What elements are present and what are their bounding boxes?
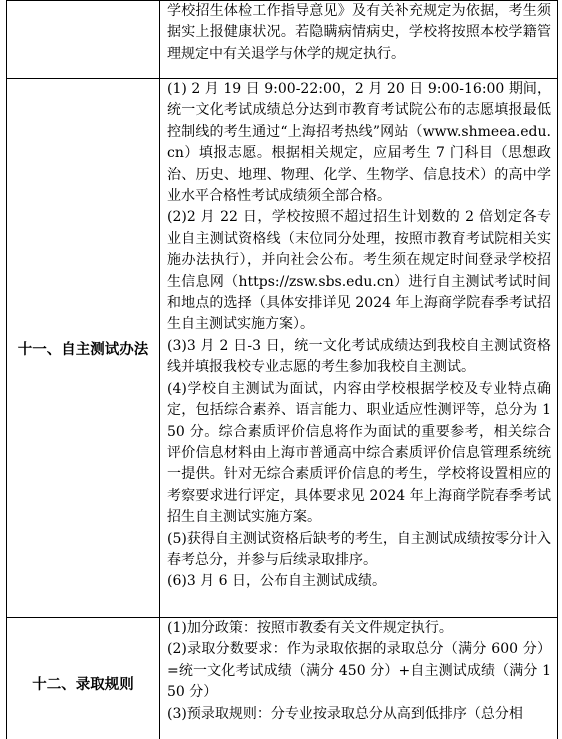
row-content [160,1,558,79]
paragraph: (3)预录取规则：分专业按录取总分从高到低排序（总分相 [167,705,523,722]
paragraph: 学校招生体检工作指导意见》及有关补充规定为依据，考生须据实上报健康状况。若隐瞒病情病史，学校将按照本校学籍管理规定中有关退学与休学的规定执行。 [167,3,551,62]
table-row [7,79,558,618]
paragraph: (3)3 月 2 日-3 日，统一文化考试成绩达到我校自主测试资格线并填报我校专业志愿的考生参加我校自主测试。 [167,337,551,376]
paragraph: (5)获得自主测试资格后缺考的考生，自主测试成绩按零分计入春考总分，并参与后续录取排序。 [167,530,551,568]
row-content [160,618,558,739]
table-row [7,1,558,79]
paragraph: (2)2 月 22 日，学校按照不超过招生计划数的 2 倍划定各专业自主测试资格线（末位同分处理，按照市教育考试院相关实施办法执行），并向社会公布。考生须在规定时间登录学校招生信息网（https://zsw.sbs.edu.cn）进行自主测试考试时间和地点的选择（具体安排详见 2024 年上海商学院春季考试招生自主测试实施方案）。 [167,209,551,333]
paragraph: (1) 2 月 19 日 9:00-22:00，2 月 20 日 9:00-16:00 期间，统一文化考试成绩总分达到市教育考试院公布的志愿填报最低控制线的考生通过“上海招考热线”网站（www.shmeea.edu.cn）填报志愿。根据相关规定，应届考生 7 门科目（思想政治、历史、地理、物理、化学、生物学、信息技术）的高中学业水平合格性考试成绩须全部合格。 [167,81,551,205]
row-label [7,1,160,79]
paragraph: (6)3 月 6 日，公布自主测试成绩。 [167,573,386,590]
row-label-admission-rules: 十二、录取规则 [7,618,160,739]
admission-rules-table [6,0,558,739]
row-content [160,79,558,618]
row-label-self-test-method: 十一、自主测试办法 [7,79,160,618]
paragraph: (2)录取分数要求：作为录取依据的录取总分（满分 600 分）=统一文化考试成绩（满分 450 分）+自主测试成绩（满分 150 分） [167,641,551,701]
paragraph: (1)加分政策：按照市教委有关文件规定执行。 [167,620,453,636]
paragraph: (4)学校自主测试为面试，内容由学校根据学校及专业特点确定，包括综合素养、语言能力、职业适应性测评等，总分为 150 分。综合素质评价信息将作为面试的重要参考，相关综合评价信息材料由上海市普通高中综合素质评价信息管理系统统一提供。针对无综合素质评价信息的考生，学校将设置相应的考察要求进行评定，具体要求见 2024 年上海商学院春季考试招生自主测试实施方案。 [167,380,551,526]
table-row [7,618,558,739]
